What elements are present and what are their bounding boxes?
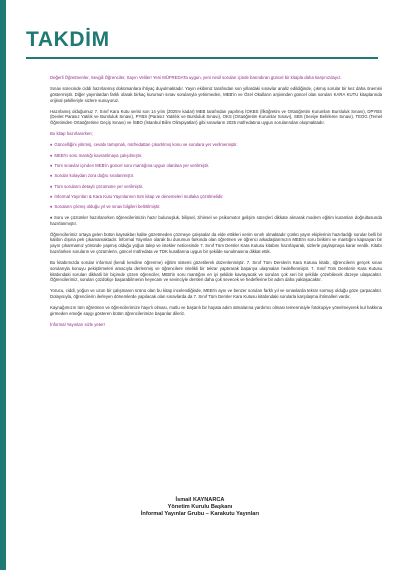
feature-list — [50, 142, 382, 210]
intro-paragraph-2: Hazırlamış olduğumuz 7. Sınıf Kara Kutu serisi son 14 yılın (2025'e kadar) MEB tarafından yapılmış İOKBS (İlköğretim ve Ortaöğretim Kurumları Bursluluk Sınavı), DPYBS (Devlet Parasız Yatılık ve Bursluluk Sınavı), PYBS (Parasız Yatılılık ve Bursluluk Sınavı), OKS (Ortaöğretim Kurumlar Sınavı), SBS (Seviye Belirleme Sınavı), TEOG (Temel Öğretimden Ortaöğretime Geçiş Sınavı) ve İSBO (İstanbul Bilim Olimpiyatları) gibi sınavların 2025 müfredatına uygun sorularından oluşmaktadır. — [50, 108, 382, 126]
list-item: ♦ Güncelliğini yitirmiş, cevabı tartışmalı, müfredattan çıkartılmış konu ve sorulara yer verilmemiştir. — [50, 142, 238, 148]
greeting-paragraph: Değerli Öğretmenler, Sevgili Öğrenciler, Sayın Veliler! Yeni MÜFREDATa uygun, yeni nesil soruları içinde barındıran güncel bir kitapla daha karşınızdayız. — [50, 75, 342, 80]
body-paragraph-3: Yorucu, ciddi, yoğun ve uzun bir çalışmanın ürünü olan bu kitap incelendiğinde, MEB'in aynı ve benzer soruları farklı yıl ve sınavlarda tekrar sormuş olduğu göze çarpacaktır. Dolayısıyla, öğrencilerin ilerleyen dönemlerde yapılacak olan sınavlarda da 7. Sınıf Tüm Dersler Kara Kutusu kitabındaki sorularla karşılaşma ihtimalleri vardır. — [50, 288, 382, 300]
body-paragraph-2: Bu kitabımızda sorular informal (kendi kendine öğrenme) eğitim sistemi gözetilerek düzenlenmiştir. 7. Sınıf Tüm Derslerin Kara Kutusu kitabı, öğrencilerin gerçek sınav sorularıyla konuyu pekiştirmeleri amacıyla derlenmiş ve öğrencilere nitelikli bir tekrar yaptırarak başarıya ulaşmaları hedeflenmiştir. 7. Sınıf Tüm Derslerin Kara Kutusu kitabındaki soruları dikkatli bir biçimde çözen öğrenciler, MEB'in soru mantığını en iyi şekilde kavrayacak ve soruları çok seri bir şekilde çözebilecek düzeye ulaşacaktır. Öğrencilerimiz, soruları çözdükçe başarabilmenin heyecanı ve sevinciyle dersleri daha çok sevecek ve hedeflerine bir adım daha yaklaşacaktır. — [50, 260, 382, 283]
note-paragraph: ♦ Soru ve çözümler hazırlanırken öğrencilerimizin hazır bulunuşluk, bilişsel, zihinsel ve psikomotor gelişim süreçleri dikkate alınarak modern eğitim kuramları doğrultusunda hazırlanmıştır. — [50, 214, 382, 226]
signature-name: İsmail KAYNARCA — [175, 497, 225, 503]
list-item: ♦ İnformal Yayınları & Kara Kutu Yayınlarının tüm kitap ve denemeleri mutlaka çözülmelidir. — [50, 194, 224, 200]
signature-organization: İnformal Yayınlar Grubu – Karakutu Yayınları — [140, 511, 260, 517]
signature-role: Yönetim Kurulu Başkanı — [167, 504, 233, 510]
list-item: ♦ Sorular kolaydan zora doğru sıralanmıştır. — [50, 173, 135, 179]
diamond-bullet-icon: ♦ — [50, 162, 53, 168]
diamond-bullet-icon: ♦ — [50, 183, 53, 189]
closing-line: İnformal Yayınları sizle yeter! — [50, 321, 106, 327]
diamond-bullet-icon: ♦ — [50, 152, 53, 158]
diamond-bullet-icon: ♦ — [50, 173, 53, 179]
body-paragraph-1: Öğrencilerimiz ortaya gelen bütün kaynakları kalite gözetmeden çözmeye çalışsalar da elde ettikleri verim sınırlı olmaktadır çünkü yayın ekiplerinin hazırladığı sorular belli bir kalıbın dışına pek çıkamamaktadır. İnformal Yayınları olarak bu durumun farkında olan öğretmen ve öğrenci arkadaşlarımızın MEB'in soru birikimi ve mantığını kapsayan bir yayın çıkarmamız yönünde yapmış olduğu yoğun talep ve istekler neticesinde 7. Sınıf Tüm Dersler Kara Kutusu kitabını hazırlayarak, sizlerle paylaşmaya karar verdik. Kitabı hazırlarken soruların ve çözümlerin, güncel müfredata ve TDK kurallarına uygun bir şekilde sunulmasına dikkat ettik. — [50, 231, 382, 255]
list-item: ♦ MEB'in soru mantığı kavratılmaya çalışılmıştır. — [50, 152, 143, 158]
body-paragraph-4: Kaynağımızın tüm öğretmen ve öğrencilerimize hayırlı olması, mutlu ve başarılı bir hayata adım atmalarına yardımcı olması temennisiyle fotokopiye yönelmeyerek kul hakkına girmeden emeğe saygı gösteren bütün öğrencilerimize başarılar dileriz. — [50, 305, 382, 316]
list-item: ♦ Soruların çıkmış olduğu yıl ve sınav bilgileri belirtilmiştir. — [50, 204, 161, 210]
left-accent-bar — [0, 0, 6, 570]
signature-block — [0, 497, 400, 518]
intro-paragraph-1: Sınav sürecinde ciddi hazırlanmış dokümanlara ihtiyaç duyulmaktadır. Yayın ekibimiz tarafından son yıllardaki sınavlar analiz edildiğinde, çıkmış sorular bir kez daha önemini göstermiştir. Diğer yayınlardan farklı olarak birkaç kurumun sınav sorularıyla yetinmeden, MEB'in ve Özel Okulların arşivinden güncel olan soruları KARA KUTU kitaplarında orijinal şekilleriyle sizlere sunuyoruz. — [50, 85, 382, 103]
title-underline — [26, 57, 378, 59]
diamond-bullet-icon: ♦ — [50, 142, 53, 148]
list-heading: Bu kitap hazırlanırken; — [50, 131, 93, 137]
page-title: TAKDİM — [26, 28, 110, 51]
list-item: ♦ Tüm soruların detaylı çözümüne yer verilmiştir. — [50, 183, 144, 189]
diamond-bullet-icon: ♦ — [50, 204, 53, 210]
document-body — [50, 75, 382, 333]
list-item: ♦ Tüm sınavlar içinden MEB'in güncel soru mantığına uygun olanlara yer verilmiştir. — [50, 162, 210, 168]
diamond-bullet-icon: ♦ — [50, 194, 53, 200]
